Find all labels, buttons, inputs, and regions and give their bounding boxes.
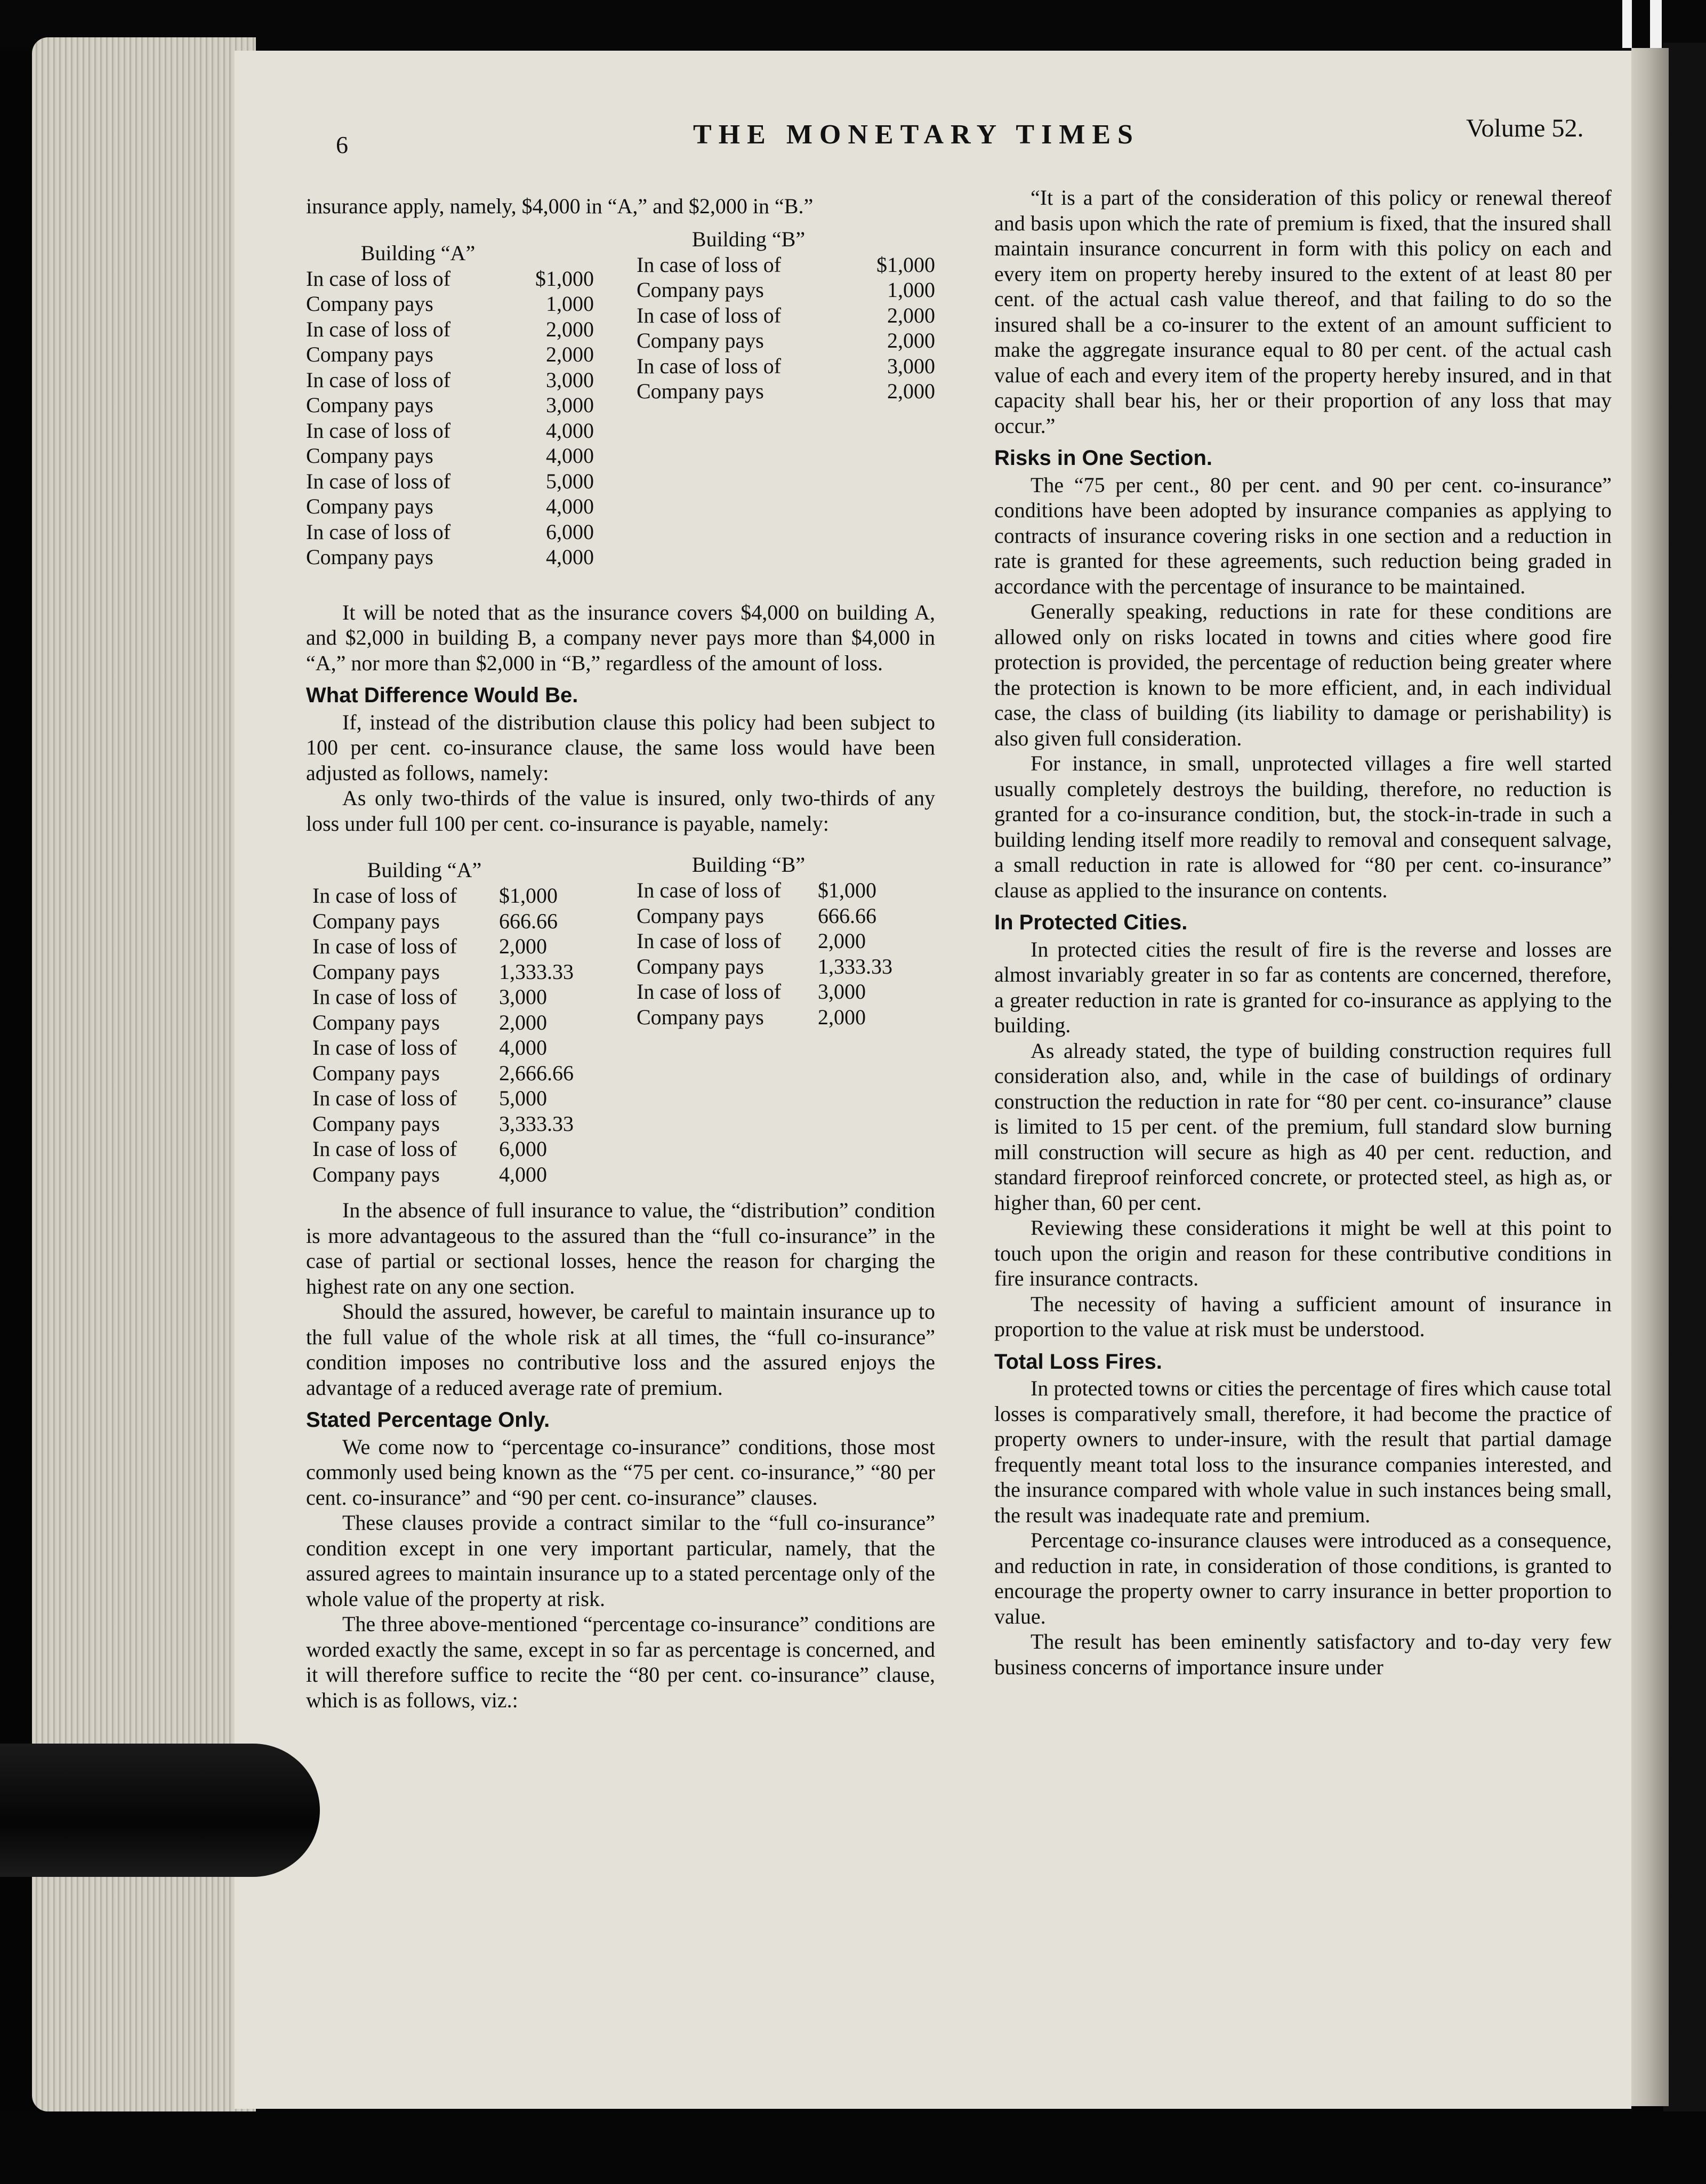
table-row	[306, 266, 594, 292]
paragraph: Generally speaking, reductions in rate for these conditions are allowed only on risks located in towns and cities where good fire protection is provided, the percentage of reduction being greater where the protection is known to be more efficient, and, in each individual case, the class of building (its liability to damage or perishability) is also given full consideration.	[994, 599, 1612, 750]
row-amount: 3,333.33	[499, 1111, 574, 1136]
film-mark-top-1	[1622, 0, 1632, 48]
row-amount: 2,666.66	[499, 1061, 574, 1085]
table-caption: Building “B”	[691, 227, 806, 251]
row-amount: 2,000	[818, 1005, 866, 1029]
scanner-thumb-shadow	[0, 1744, 320, 1877]
row-amount: $1,000	[535, 266, 594, 291]
row-label: In case of loss of	[637, 354, 782, 378]
paragraph: It will be noted that as the insurance covers $4,000 on building A, and $2,000 in building B, a company never pays more than $4,000 in “A,” nor more than $2,000 in “B,” regardless of the amount of loss.	[306, 600, 935, 675]
row-label: In case of loss of	[312, 1086, 457, 1110]
table-row	[312, 1162, 616, 1187]
table-row	[312, 1086, 616, 1111]
table-row	[312, 1136, 616, 1162]
row-amount: 2,000	[546, 342, 594, 366]
row-label: Company pays	[312, 1111, 440, 1136]
row-amount: 2,000	[818, 929, 866, 953]
left-column	[306, 194, 935, 1713]
table-row	[312, 934, 616, 959]
section-heading: Stated Percentage Only.	[306, 1408, 550, 1432]
table-row	[306, 367, 594, 393]
page-number: 6	[336, 131, 348, 158]
table-row	[312, 1111, 616, 1137]
row-amount: 4,000	[499, 1035, 547, 1059]
table-row	[312, 1061, 616, 1086]
table-row	[306, 469, 594, 494]
coinsurance-tables	[306, 846, 935, 1187]
table-caption: Building “A”	[360, 240, 476, 265]
table-row	[637, 277, 935, 303]
quoted-clause: “It is a part of the consideration of this policy or renewal thereof and basis upon which the rate of premium is fixed, that the insured shall maintain insurance concurrent in form with this policy on each and every item on property hereby insured to the extent of at least 80 per cent. of the actual cash value thereof, and that failing to do so the insured shall be a co-insurer to the extent of an amount sufficient to make the aggregate insurance equal to 80 per cent. of the actual cash value of each and every item of the property hereby insured, and in that capacity shall bear his, her or their proportion of any loss that may occur.”	[994, 186, 1612, 438]
row-amount: $1,000	[876, 252, 935, 277]
row-amount: 4,000	[546, 545, 594, 569]
row-amount: 2,000	[887, 328, 935, 352]
row-label: In case of loss of	[312, 884, 457, 908]
table-row	[637, 252, 935, 278]
table-row	[637, 954, 935, 979]
paragraph: For instance, in small, unprotected villages a fire well started usually completely destroys the building, therefore, no reduction is granted for a co-insurance condition, but, the stock-in-trade in such a building lending itself more readily to removal and consequent salvage, a small reduction in rate is allowed for “80 per cent. co-insurance” clause as applied to the insurance on contents.	[994, 751, 1612, 902]
intro-text: insurance apply, namely, $4,000 in “A,” and $2,000 in “B.”	[306, 194, 814, 218]
paragraph: Percentage co-insurance clauses were introduced as a consequence, and reduction in rate, in consideration of those conditions, is granted to encourage the property owner to carry insurance in better proportion to value.	[994, 1528, 1612, 1628]
table-row	[637, 354, 935, 379]
row-amount: 4,000	[499, 1162, 547, 1186]
row-label: Company pays	[637, 903, 764, 928]
table-row	[306, 291, 594, 317]
row-label: Company pays	[306, 545, 433, 569]
table-row	[637, 328, 935, 354]
table-building-b	[637, 852, 935, 1030]
table-building-a	[306, 240, 594, 570]
row-label: In case of loss of	[312, 934, 457, 958]
row-label: In case of loss of	[637, 252, 782, 277]
film-mark-top-2	[1650, 0, 1662, 48]
row-amount: 2,000	[499, 1010, 547, 1034]
table-row	[312, 1010, 616, 1035]
table-row	[312, 984, 616, 1010]
row-amount: 1,000	[887, 278, 935, 302]
distribution-tables	[306, 227, 935, 589]
table-row	[637, 878, 935, 903]
row-label: In case of loss of	[312, 985, 457, 1009]
row-amount: $1,000	[818, 878, 876, 902]
row-amount: 2,000	[546, 317, 594, 341]
volume-label: Volume 52.	[1466, 114, 1584, 142]
table-caption: Building “A”	[367, 858, 482, 882]
row-amount: 1,000	[546, 292, 594, 316]
table-row	[312, 883, 616, 909]
table-row	[637, 928, 935, 954]
row-amount: 5,000	[499, 1086, 547, 1110]
row-label: Company pays	[306, 292, 433, 316]
row-label: In case of loss of	[637, 878, 782, 902]
table-row	[306, 418, 594, 444]
row-label: In case of loss of	[312, 1137, 457, 1161]
row-label: In case of loss of	[637, 303, 782, 327]
table-row	[306, 342, 594, 367]
row-amount: 4,000	[546, 418, 594, 443]
paragraph: In protected towns or cities the percentage of fires which cause total losses is comparatively small, therefore, it had become the practice of property owners to under-insure, with the result that partial damage frequently meant total loss to the insurance companies interested, and the insurance compared with whole value in such instances being small, the result was inadequate rate and premium.	[994, 1376, 1612, 1527]
table-row	[637, 1005, 935, 1030]
table-building-a	[312, 857, 616, 1187]
row-amount: 4,000	[546, 494, 594, 518]
paragraph: Should the assured, however, be careful to maintain insurance up to the full value of the whole risk at all times, the “full co-insurance” condition imposes no contributive loss and the assured enjoys the advantage of a reduced average rate of premium.	[306, 1299, 935, 1400]
scan-top-border	[0, 0, 1706, 51]
row-label: In case of loss of	[306, 469, 451, 493]
section-heading: In Protected Cities.	[994, 911, 1188, 934]
table-building-b	[637, 227, 935, 404]
table-row	[306, 519, 594, 545]
row-amount: 666.66	[818, 903, 876, 928]
table-row	[637, 379, 935, 404]
row-label: In case of loss of	[306, 418, 451, 443]
row-amount: 3,000	[546, 367, 594, 392]
scan-right-border	[1663, 43, 1706, 2111]
row-label: Company pays	[637, 379, 764, 403]
section-heading: Total Loss Fires.	[994, 1350, 1162, 1374]
section-heading: Risks in One Section.	[994, 446, 1213, 470]
row-amount: 666.66	[499, 909, 558, 933]
row-amount: 3,000	[818, 979, 866, 1003]
row-amount: $1,000	[499, 884, 558, 908]
row-label: Company pays	[306, 494, 433, 518]
row-label: Company pays	[312, 1010, 440, 1034]
row-label: Company pays	[637, 328, 764, 352]
row-amount: 6,000	[499, 1137, 547, 1161]
paragraph: The “75 per cent., 80 per cent. and 90 per cent. co-insurance” conditions have been adopted by insurance companies as applying to contracts of insurance covering risks in one section and a reduction in rate is granted for these agreements, such reduction being graded in accordance with the percentage of insurance to be maintained.	[994, 472, 1612, 598]
table-row	[306, 443, 594, 469]
right-column	[994, 185, 1612, 1680]
row-amount: 2,000	[887, 303, 935, 327]
row-label: Company pays	[306, 444, 433, 468]
row-label: In case of loss of	[637, 929, 782, 953]
row-amount: 3,000	[887, 354, 935, 378]
table-row	[312, 959, 616, 985]
table-row	[306, 392, 594, 418]
row-label: In case of loss of	[312, 1035, 457, 1059]
paragraph: As already stated, the type of building construction requires full consideration also, and, while in the case of buildings of ordinary construction the reduction in rate for “80 per cent. co-insurance” clause is limited to 15 per cent. of the premium, full standard slow burning mill construction will secure as high as 40 per cent. reduction, and standard fireproof reinforced concrete, or protected steel, as high as, or higher than, 60 per cent.	[994, 1038, 1612, 1215]
row-label: Company pays	[312, 1162, 440, 1186]
row-amount: 1,333.33	[499, 959, 574, 984]
row-label: In case of loss of	[306, 367, 451, 392]
table-row	[637, 303, 935, 328]
magazine-page	[235, 51, 1631, 2109]
paragraph: These clauses provide a contract similar to the “full co-insurance” condition except in one very important particular, namely, that the assured agrees to maintain insurance up to a stated percentage only of the whole value of the property at risk.	[306, 1511, 935, 1611]
row-label: Company pays	[637, 1005, 764, 1029]
paragraph: In the absence of full insurance to value, the “distribution” condition is more advantageous to the assured than the “full co-insurance” in the case of partial or sectional losses, hence the reason for charging the highest rate on any one section.	[306, 1198, 935, 1298]
table-row	[306, 317, 594, 342]
row-amount: 4,000	[546, 444, 594, 468]
paragraph: The result has been eminently satisfactory and to-day very few business concerns of importance insure under	[994, 1629, 1612, 1679]
row-amount: 3,000	[546, 393, 594, 417]
row-label: Company pays	[312, 959, 440, 984]
table-row	[306, 494, 594, 519]
row-amount: 5,000	[546, 469, 594, 493]
row-label: Company pays	[306, 393, 433, 417]
row-label: In case of loss of	[637, 979, 782, 1003]
row-amount: 2,000	[887, 379, 935, 403]
paragraph: The three above-mentioned “percentage co-insurance” conditions are worded exactly the same, except in so far as percentage is concerned, and it will therefore suffice to recite the “80 per cent. co-insurance” clause, which is as follows, viz.:	[306, 1612, 935, 1712]
table-row	[312, 1035, 616, 1061]
table-row	[637, 903, 935, 929]
row-amount: 2,000	[499, 934, 547, 958]
row-amount: 3,000	[499, 985, 547, 1009]
row-label: Company pays	[637, 278, 764, 302]
row-amount: 6,000	[546, 519, 594, 544]
table-row	[312, 909, 616, 934]
row-label: In case of loss of	[306, 266, 451, 291]
section-heading: What Difference Would Be.	[306, 684, 578, 707]
journal-title: THE MONETARY TIMES	[693, 119, 1140, 150]
scan-bottom-border	[0, 2111, 1706, 2184]
paragraph: If, instead of the distribution clause this policy had been subject to 100 per cent. co-insurance clause, the same loss would have been adjusted as follows, namely:	[306, 710, 935, 785]
row-amount: 1,333.33	[818, 954, 892, 978]
page-gutter-edge	[1631, 48, 1669, 2106]
paragraph: Reviewing these considerations it might be well at this point to touch upon the origin and reason for these contributive conditions in fire insurance contracts.	[994, 1216, 1612, 1290]
row-label: Company pays	[637, 954, 764, 978]
table-row	[306, 544, 594, 570]
row-label: In case of loss of	[306, 317, 451, 341]
row-label: Company pays	[312, 909, 440, 933]
row-label: Company pays	[312, 1061, 440, 1085]
table-caption: Building “B”	[691, 853, 806, 877]
paragraph: As only two-thirds of the value is insured, only two-thirds of any loss under full 100 per cent. co-insurance is payable, namely:	[306, 786, 935, 836]
paragraph: We come now to “percentage co-insurance” conditions, those most commonly used being known as the “75 per cent. co-insurance,” “80 per cent. co-insurance” and “90 per cent. co-insurance” clauses.	[306, 1434, 935, 1509]
paragraph: In protected cities the result of fire is the reverse and losses are almost invariably greater in so far as contents are concerned, therefore, a greater reduction in rate is granted for co-insurance as applying to the building.	[994, 937, 1612, 1037]
row-label: Company pays	[306, 342, 433, 366]
table-row	[637, 979, 935, 1005]
row-label: In case of loss of	[306, 519, 451, 544]
paragraph: The necessity of having a sufficient amount of insurance in proportion to the value at risk must be understood.	[994, 1291, 1612, 1341]
